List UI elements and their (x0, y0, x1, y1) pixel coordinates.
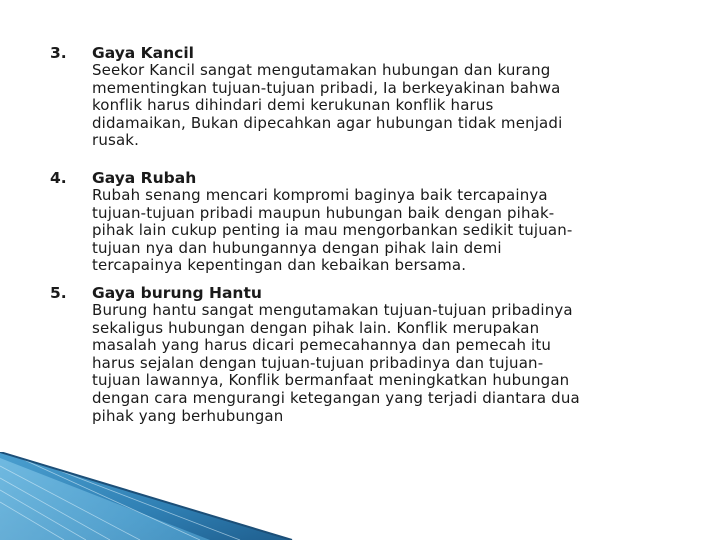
description-line: masalah yang harus dicari pemecahannya dan pemecah itu (92, 336, 552, 355)
description-line: konflik harus dihindari demi kerukunan konflik harus (92, 96, 494, 115)
item-content (92, 284, 692, 425)
decorative-wave-graphic (0, 452, 720, 540)
description-line: didamaikan, Bukan dipecahkan agar hubungan tidak menjadi (92, 113, 563, 132)
description-line: dengan cara mengurangi ketegangan yang terjadi diantara dua (92, 388, 580, 407)
item-heading: Gaya burung Hantu (92, 284, 262, 302)
description-line: tujuan-tujuan pribadi maupun hubungan baik dengan pihak- (92, 203, 555, 222)
description-line: pihak lain cukup penting ia mau mengorbankan sedikit tujuan- (92, 221, 573, 240)
description-line: tercapainya kepentingan dan kebaikan bersama. (92, 256, 467, 275)
item-number: 4. (50, 169, 67, 187)
description-line: tujuan lawannya, Konflik bermanfaat meningkatkan hubungan (92, 371, 570, 390)
description-line: rusak. (92, 131, 140, 150)
description-line: sekaligus hubungan dengan pihak lain. Konflik merupakan (92, 318, 540, 337)
item-description (92, 187, 692, 275)
description-line: Burung hantu sangat mengutamakan tujuan-tujuan pribadinya (92, 301, 573, 319)
description-line: Seekor Kancil sangat mengutamakan hubungan dan kurang (92, 61, 551, 79)
description-line: harus sejalan dengan tujuan-tujuan pribadinya dan tujuan- (92, 353, 544, 372)
item-content (92, 169, 692, 275)
item-description (92, 302, 692, 425)
description-line: Rubah senang mencari kompromi baginya baik tercapainya (92, 186, 548, 204)
item-content (92, 44, 692, 150)
description-line: pihak yang berhubungan (92, 406, 284, 425)
item-number: 5. (50, 284, 67, 302)
description-line: mementingkan tujuan-tujuan pribadi, Ia berkeyakinan bahwa (92, 78, 561, 97)
item-description (92, 62, 692, 150)
item-heading: Gaya Rubah (92, 169, 197, 187)
description-line: tujuan nya dan hubungannya dengan pihak lain demi (92, 238, 502, 257)
item-heading: Gaya Kancil (92, 44, 194, 62)
item-number: 3. (50, 44, 67, 62)
